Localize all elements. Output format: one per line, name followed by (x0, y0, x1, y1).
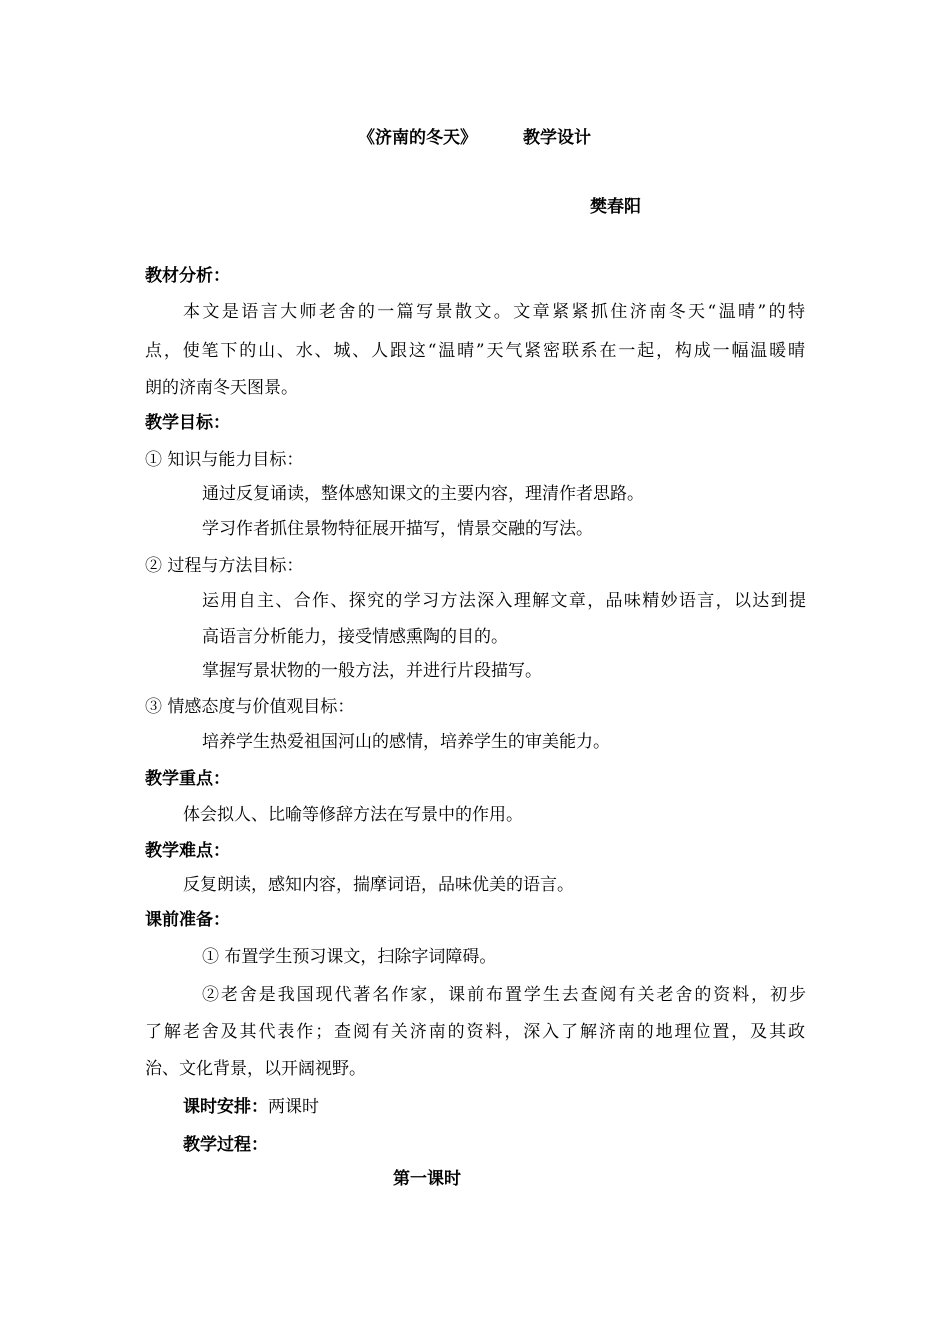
key-points-text: 体会拟人、比喻等修辞方法在写景中的作用。 (183, 805, 523, 825)
document-title-suffix: 教学设计 (523, 128, 591, 148)
goal3-line: 培养学生热爱祖国河山的感情，培养学生的审美能力。 (202, 732, 610, 752)
teaching-goals-heading: 教学目标： (145, 413, 230, 433)
goal1-label: ① 知识与能力目标： (145, 450, 304, 470)
schedule-value: 两课时 (268, 1097, 319, 1117)
goal2-line: 运用自主、合作、探究的学习方法深入理解文章，品味精妙语言，以达到提 (202, 591, 806, 611)
preparation-item-1: ① 布置学生预习课文，扫除字词障碍。 (202, 947, 497, 967)
preparation-item-2-line: 治、文化背景，以开阔视野。 (145, 1059, 366, 1079)
schedule-label: 课时安排： (183, 1097, 268, 1117)
goal2-line: 掌握写景状物的一般方法，并进行片段描写。 (202, 661, 542, 681)
preparation-item-2-line: 了解老舍及其代表作；查阅有关济南的资料，深入了解济南的地理位置，及其政 (145, 1022, 805, 1042)
material-analysis-line: 朗的济南冬天图景。 (145, 378, 298, 398)
process-heading: 教学过程： (183, 1135, 268, 1155)
document-title: 《济南的冬天》 (358, 128, 477, 148)
goal2-line: 高语言分析能力，接受情感熏陶的目的。 (202, 627, 508, 647)
preparation-heading: 课前准备： (145, 910, 230, 930)
key-points-heading: 教学重点： (145, 769, 230, 789)
goal3-label: ③ 情感态度与价值观目标： (145, 697, 355, 717)
goal1-line: 通过反复诵读，整体感知课文的主要内容，理清作者思路。 (202, 484, 644, 504)
material-analysis-heading: 教材分析： (145, 266, 230, 286)
material-analysis-line: 本文是语言大师老舍的一篇写景散文。文章紧紧抓住济南冬天“温晴”的特 (183, 302, 805, 322)
difficulties-text: 反复朗读，感知内容，揣摩词语，品味优美的语言。 (183, 875, 574, 895)
author-name: 樊春阳 (590, 197, 641, 217)
goal1-line: 学习作者抓住景物特征展开描写，情景交融的写法。 (202, 519, 593, 539)
schedule-row (183, 1096, 319, 1118)
preparation-item-2-line: ②老舍是我国现代著名作家，课前布置学生去查阅有关老舍的资料，初步 (202, 985, 806, 1005)
material-analysis-line: 点，使笔下的山、水、城、人跟这“温晴”天气紧密联系在一起，构成一幅温暖晴 (145, 341, 805, 361)
difficulties-heading: 教学难点： (145, 841, 230, 861)
goal2-label: ② 过程与方法目标： (145, 556, 304, 576)
first-lesson-heading: 第一课时 (393, 1169, 461, 1189)
